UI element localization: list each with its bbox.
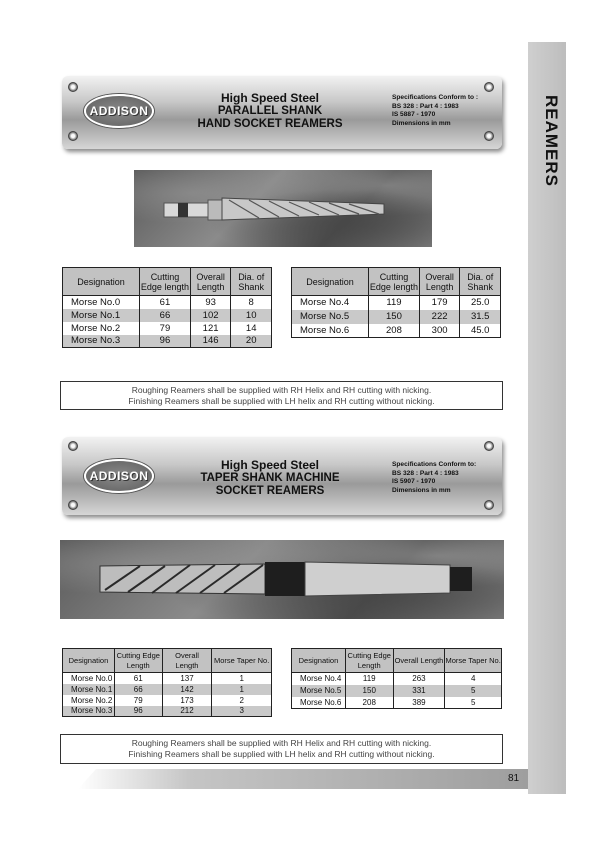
- table-cell: 96: [140, 335, 191, 348]
- table-cell: 45.0: [460, 324, 501, 338]
- table-cell: 96: [114, 706, 162, 717]
- table-cell: 119: [369, 296, 420, 310]
- table-header: Overall Length: [190, 268, 231, 296]
- spec-line: Dimensions in mm: [392, 486, 451, 494]
- table-cell: 179: [419, 296, 460, 310]
- table-row: [63, 706, 272, 717]
- table-row: [292, 685, 502, 697]
- table-cell: Morse No.6: [292, 697, 346, 709]
- table-cell: 1: [212, 673, 272, 684]
- table-row: [63, 296, 272, 309]
- table-cell: 137: [162, 673, 212, 684]
- table-cell: 79: [140, 322, 191, 335]
- table-cell: 66: [140, 309, 191, 322]
- reamer-image: [60, 540, 504, 619]
- banner-title: [180, 459, 360, 498]
- table-row: [63, 322, 272, 335]
- table-cell: 142: [162, 684, 212, 695]
- banner-title-line1: High Speed Steel: [220, 91, 320, 105]
- note-line: Roughing Reamers shall be supplied with RH Helix and RH cutting with nicking.: [131, 738, 432, 748]
- banner-title-line3: SOCKET REAMERS: [215, 485, 325, 497]
- table-cell: 61: [114, 673, 162, 684]
- note-line: Finishing Reamers shall be supplied with LH helix and RH cutting without nicking.: [128, 396, 435, 406]
- spec-line: BS 328 : Part 4 : 1983: [392, 469, 459, 477]
- table-cell: Morse No.4: [292, 673, 346, 685]
- helix-note-parallel: [60, 381, 503, 410]
- brand-logo-text: ADDISON: [89, 104, 149, 118]
- screw-icon: [68, 500, 78, 510]
- note-line: Roughing Reamers shall be supplied with RH Helix and RH cutting with nicking.: [131, 385, 432, 395]
- table-row: [292, 310, 501, 324]
- table-cell: Morse No.6: [292, 324, 369, 338]
- table-cell: 5: [445, 697, 502, 709]
- table-header: Dia. of Shank: [231, 268, 272, 296]
- table-cell: 14: [231, 322, 272, 335]
- note-line: Finishing Reamers shall be supplied with LH helix and RH cutting without nicking.: [128, 749, 435, 759]
- footer-bar: [78, 769, 528, 789]
- screw-icon: [484, 441, 494, 451]
- table-header: Morse Taper No.: [212, 649, 272, 673]
- banner-title-line2: TAPER SHANK MACHINE: [200, 472, 340, 484]
- table-header: Overall Length: [419, 268, 460, 296]
- table-row: [63, 695, 272, 706]
- table-header: Cutting Edge length: [369, 268, 420, 296]
- table-cell: Morse No.0: [63, 673, 115, 684]
- table-header: Designation: [63, 268, 140, 296]
- banner-spec: [392, 94, 502, 128]
- table-header: Overall Length: [393, 649, 445, 673]
- table-cell: 8: [231, 296, 272, 309]
- table-cell: Morse No.1: [63, 684, 115, 695]
- table-row: [63, 309, 272, 322]
- table-cell: 25.0: [460, 296, 501, 310]
- side-title: REAMERS: [542, 95, 561, 188]
- table-cell: 173: [162, 695, 212, 706]
- table-cell: 1: [212, 684, 272, 695]
- table-row: [63, 673, 272, 684]
- banner-spec: [392, 461, 502, 495]
- table-cell: Morse No.5: [292, 310, 369, 324]
- table-cell: 93: [190, 296, 231, 309]
- table-cell: Morse No.4: [292, 296, 369, 310]
- table-cell: 212: [162, 706, 212, 717]
- brand-logo: [84, 94, 154, 128]
- reamer-image: [134, 170, 432, 247]
- parallel-shank-reamer-photo: [134, 170, 432, 247]
- brand-logo-text: ADDISON: [89, 469, 149, 483]
- table-row: [63, 335, 272, 348]
- spec-table-taper-left: [62, 648, 272, 717]
- table-row: [63, 684, 272, 695]
- table-header: Morse Taper No.: [445, 649, 502, 673]
- screw-icon: [484, 131, 494, 141]
- table-header: Designation: [292, 649, 346, 673]
- table-cell: 3: [212, 706, 272, 717]
- table-cell: Morse No.5: [292, 685, 346, 697]
- banner-taper-shank: [62, 437, 502, 515]
- taper-shank-reamer-photo: [60, 540, 504, 619]
- screw-icon: [484, 82, 494, 92]
- banner-title: [180, 92, 360, 131]
- screw-icon: [68, 441, 78, 451]
- table-header: Overall Length: [162, 649, 212, 673]
- table-cell: 150: [369, 310, 420, 324]
- table-cell: 208: [345, 697, 393, 709]
- table-header: Cutting Edge length: [140, 268, 191, 296]
- screw-icon: [68, 82, 78, 92]
- spec-line: Specifications Conform to:: [392, 461, 477, 468]
- table-cell: 119: [345, 673, 393, 685]
- table-cell: 20: [231, 335, 272, 348]
- table-cell: Morse No.2: [63, 695, 115, 706]
- table-cell: 2: [212, 695, 272, 706]
- spec-table-taper-right: [291, 648, 502, 709]
- table-cell: 263: [393, 673, 445, 685]
- table-cell: 146: [190, 335, 231, 348]
- table-cell: 102: [190, 309, 231, 322]
- table-cell: 4: [445, 673, 502, 685]
- table-cell: Morse No.3: [63, 335, 140, 348]
- spec-line: IS 5887 - 1970: [392, 111, 436, 118]
- table-row: [292, 673, 502, 685]
- table-row: [292, 296, 501, 310]
- spec-line: IS 5907 - 1970: [392, 478, 436, 485]
- table-cell: 150: [345, 685, 393, 697]
- banner-title-line2: PARALLEL SHANK: [217, 105, 323, 117]
- screw-icon: [484, 500, 494, 510]
- page-number: 81: [508, 773, 520, 784]
- spec-table-parallel-left: [62, 267, 272, 348]
- table-cell: 5: [445, 685, 502, 697]
- table-cell: Morse No.2: [63, 322, 140, 335]
- table-header: Cutting Edge Length: [345, 649, 393, 673]
- table-cell: Morse No.1: [63, 309, 140, 322]
- helix-note-taper: [60, 734, 503, 764]
- banner-parallel-shank: [62, 76, 502, 149]
- spec-table-parallel-right: [291, 267, 501, 338]
- spec-line: Dimensions in mm: [392, 119, 451, 127]
- table-cell: 222: [419, 310, 460, 324]
- screw-icon: [68, 131, 78, 141]
- table-header: Designation: [292, 268, 369, 296]
- spec-line: BS 328 : Part 4 : 1983: [392, 102, 459, 110]
- table-cell: Morse No.0: [63, 296, 140, 309]
- banner-title-line3: HAND SOCKET REAMERS: [197, 118, 343, 130]
- spec-line: Specifications Conform to :: [392, 94, 479, 101]
- table-cell: 331: [393, 685, 445, 697]
- table-cell: 300: [419, 324, 460, 338]
- table-cell: 208: [369, 324, 420, 338]
- brand-logo: [84, 459, 154, 493]
- table-row: [292, 697, 502, 709]
- table-cell: 79: [114, 695, 162, 706]
- table-row: [292, 324, 501, 338]
- table-cell: 121: [190, 322, 231, 335]
- table-header: Dia. of Shank: [460, 268, 501, 296]
- table-cell: 66: [114, 684, 162, 695]
- table-cell: 61: [140, 296, 191, 309]
- banner-title-line1: High Speed Steel: [220, 458, 320, 472]
- table-cell: 10: [231, 309, 272, 322]
- table-header: Designation: [63, 649, 115, 673]
- table-cell: 389: [393, 697, 445, 709]
- table-cell: Morse No.3: [63, 706, 115, 717]
- table-cell: 31.5: [460, 310, 501, 324]
- table-header: Cutting Edge Length: [114, 649, 162, 673]
